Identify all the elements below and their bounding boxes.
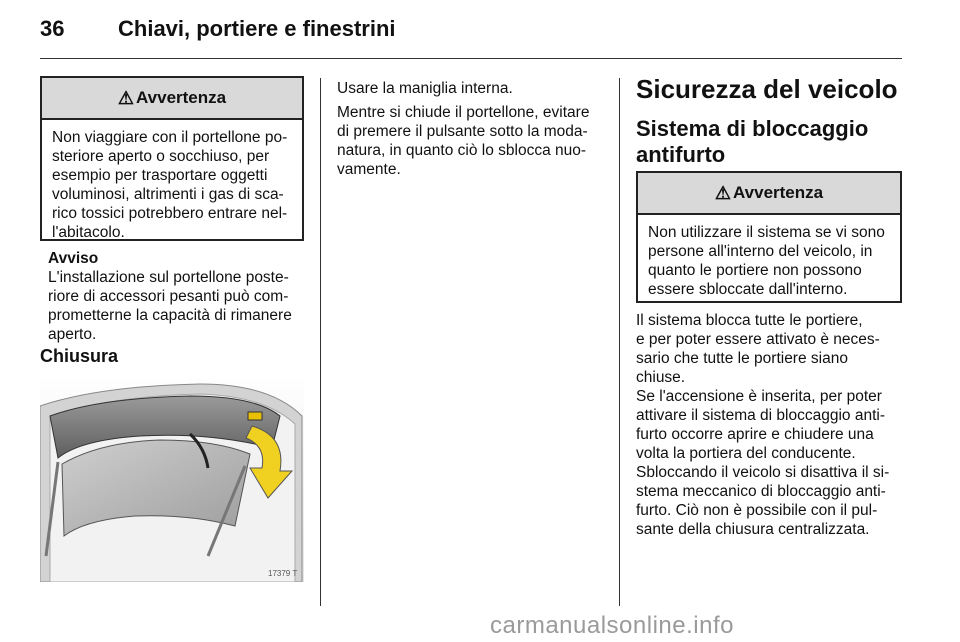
text-line: Sbloccando il veicolo si disattiva il si- bbox=[636, 464, 890, 481]
warning-line: esempio per trasportare oggetti bbox=[52, 167, 268, 184]
note-line: L'installazione sul portellone poste- bbox=[48, 269, 289, 286]
text-line: furto. Ciò non è possibile con il pul- bbox=[636, 502, 878, 519]
warning-line: Non viaggiare con il portellone po- bbox=[52, 129, 288, 146]
col2-para2 bbox=[337, 103, 609, 179]
warning-box-2 bbox=[636, 171, 902, 303]
note-line: riore di accessori pesanti può com- bbox=[48, 288, 289, 305]
warning-body-1 bbox=[42, 120, 302, 250]
chiusura-heading: Chiusura bbox=[40, 346, 119, 366]
col2-para1: Usare la maniglia interna. bbox=[337, 80, 513, 97]
column-divider-1 bbox=[320, 78, 321, 606]
warning-line: steriore aperto o socchiuso, per bbox=[52, 148, 270, 165]
text-line: Se l'accensione è inserita, per poter bbox=[636, 388, 882, 405]
section-title: Sicurezza del veicolo bbox=[636, 74, 898, 104]
column-divider-2 bbox=[619, 78, 620, 606]
warning-header-1 bbox=[42, 78, 302, 120]
text-line: chiuse. bbox=[636, 369, 686, 386]
warning-line: essere sbloccate dall'interno. bbox=[648, 281, 848, 298]
warning-line: rico tossici potrebbero entrare nel- bbox=[52, 205, 288, 222]
warning-line: quanto le portiere non possono bbox=[648, 262, 862, 279]
chapter-title: Chiavi, portiere e finestrini bbox=[118, 16, 396, 41]
warning-body-2 bbox=[638, 215, 900, 307]
col3-para3 bbox=[636, 463, 908, 539]
page-number: 36 bbox=[40, 16, 65, 41]
warning-line: Non utilizzare il sistema se vi sono bbox=[648, 224, 885, 241]
text-line: natura, in quanto ciò lo sblocca nuo- bbox=[337, 142, 587, 159]
subsection-line: antifurto bbox=[636, 142, 726, 167]
note-line: prometterne la capacità di rimanere bbox=[48, 307, 292, 324]
text-line: Mentre si chiude il portellone, evitare bbox=[337, 104, 590, 121]
text-line: stema meccanico di bloccaggio anti- bbox=[636, 483, 886, 500]
watermark: carmanualsonline.info bbox=[490, 612, 734, 639]
subsection-title bbox=[636, 116, 868, 168]
warning-header-2 bbox=[638, 173, 900, 215]
col3-para1 bbox=[636, 311, 908, 387]
text-line: sante della chiusura centralizzata. bbox=[636, 521, 870, 538]
warning-line: persone all'interno del veicolo, in bbox=[648, 243, 873, 260]
warning-title-1: Avvertenza bbox=[136, 88, 227, 107]
warning-line: voluminosi, altrimenti i gas di sca- bbox=[52, 186, 284, 203]
text-line: di premere il pulsante sotto la moda- bbox=[337, 123, 588, 140]
header-divider bbox=[40, 58, 902, 59]
warning-triangle-icon: ⚠ bbox=[117, 87, 135, 108]
warning-triangle-icon: ⚠ bbox=[714, 182, 732, 203]
text-line: e per poter essere attivato è neces- bbox=[636, 331, 880, 348]
tailgate-illustration bbox=[40, 376, 304, 582]
text-line: Il sistema blocca tutte le portiere, bbox=[636, 312, 863, 329]
text-line: sario che tutte le portiere siano bbox=[636, 350, 848, 367]
text-line: volta la portiera del conducente. bbox=[636, 445, 856, 462]
warning-box-1 bbox=[40, 76, 304, 241]
text-line: attivare il sistema di bloccaggio anti- bbox=[636, 407, 885, 424]
note-title: Avviso bbox=[48, 250, 99, 267]
text-line: furto occorre aprire e chiudere una bbox=[636, 426, 874, 443]
text-line: vamente. bbox=[337, 161, 401, 178]
figure-code: 17379 T bbox=[268, 569, 298, 578]
note-block bbox=[48, 249, 308, 344]
subsection-line: Sistema di bloccaggio bbox=[636, 116, 869, 141]
warning-title-2: Avvertenza bbox=[733, 183, 824, 202]
warning-line: l'abitacolo. bbox=[52, 224, 125, 241]
col3-para2 bbox=[636, 387, 908, 463]
note-line: aperto. bbox=[48, 326, 97, 343]
